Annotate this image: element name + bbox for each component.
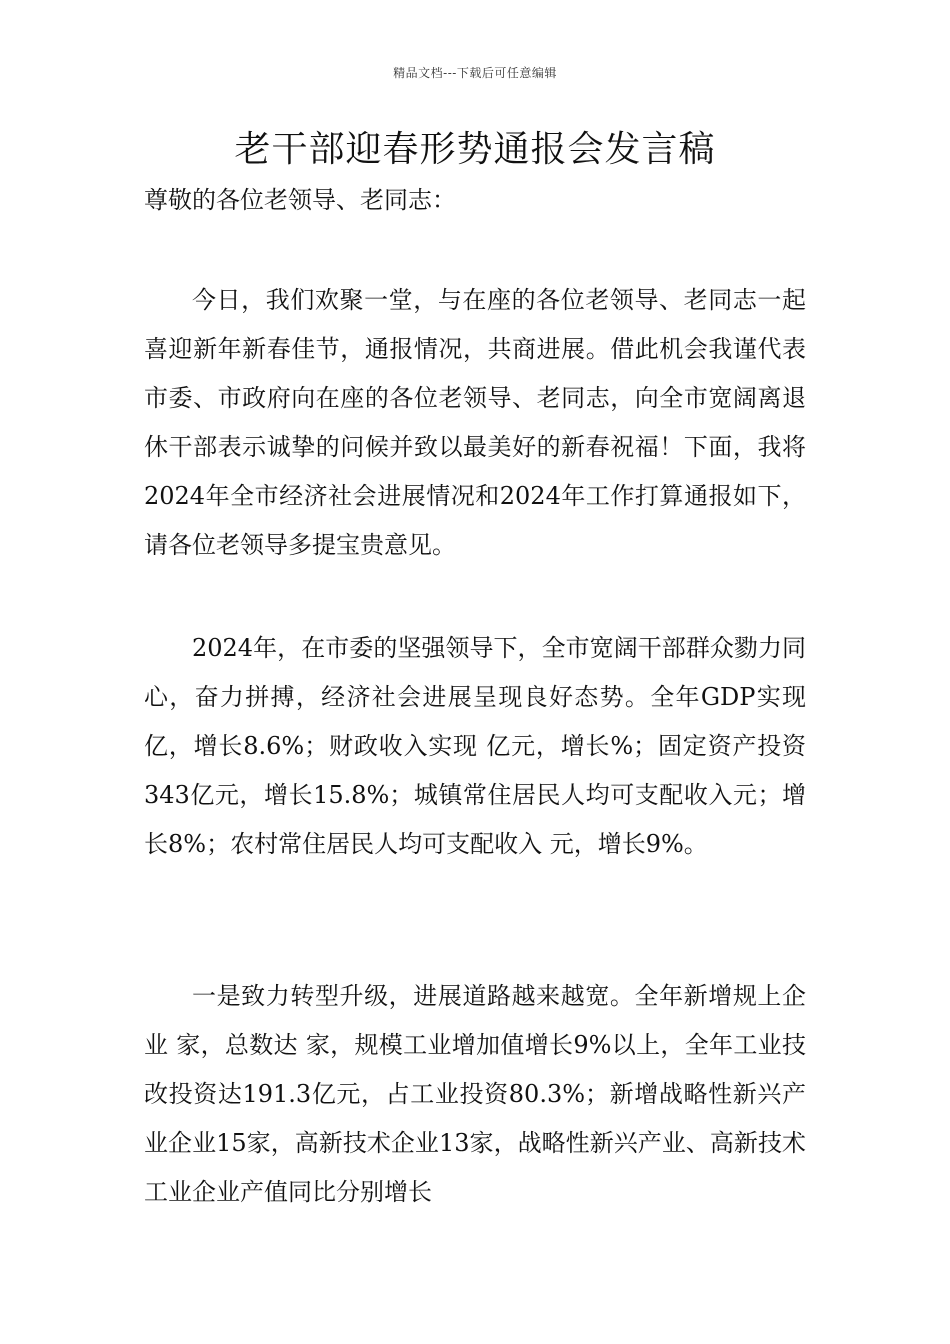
paragraph-transformation: 一是致力转型升级，进展道路越来越宽。全年新增规上企业 家，总数达 家，规模工业增加值增长9%以上，全年工业技改投资达191.3亿元，占工业投资80.3%；新增战略性新兴产业企业15家，高新技术企业13家，战略性新兴产业、高新技术工业企业产值同比分别增长 [144, 982, 806, 1206]
paragraph-economy-summary: 2024年，在市委的坚强领导下，全市宽阔干部群众勠力同心，奋力拼搏，经济社会进展呈现良好态势。全年GDP实现 亿，增长8.6%；财政收入实现 亿元，增长%；固定资产投资343亿元，增长15.8%；城镇常住居民人均可支配收入元；增长8%；农村常住居民人均可支配收入 元，增长9%。 [144, 634, 806, 858]
paragraph-opening: 今日，我们欢聚一堂，与在座的各位老领导、老同志一起喜迎新年新春佳节，通报情况，共商进展。借此机会我谨代表市委、市政府向在座的各位老领导、老同志，向全市宽阔离退休干部表示诚挚的问候并致以最美好的新春祝福！下面，我将2024年全市经济社会进展情况和2024年工作打算通报如下，请各位老领导多提宝贵意见。 [144, 286, 806, 559]
document-title: 老干部迎春形势通报会发言稿 [234, 129, 716, 170]
header-note: 精品文档---下载后可任意编辑 [393, 66, 557, 80]
salutation: 尊敬的各位老领导、老同志： [144, 186, 456, 214]
